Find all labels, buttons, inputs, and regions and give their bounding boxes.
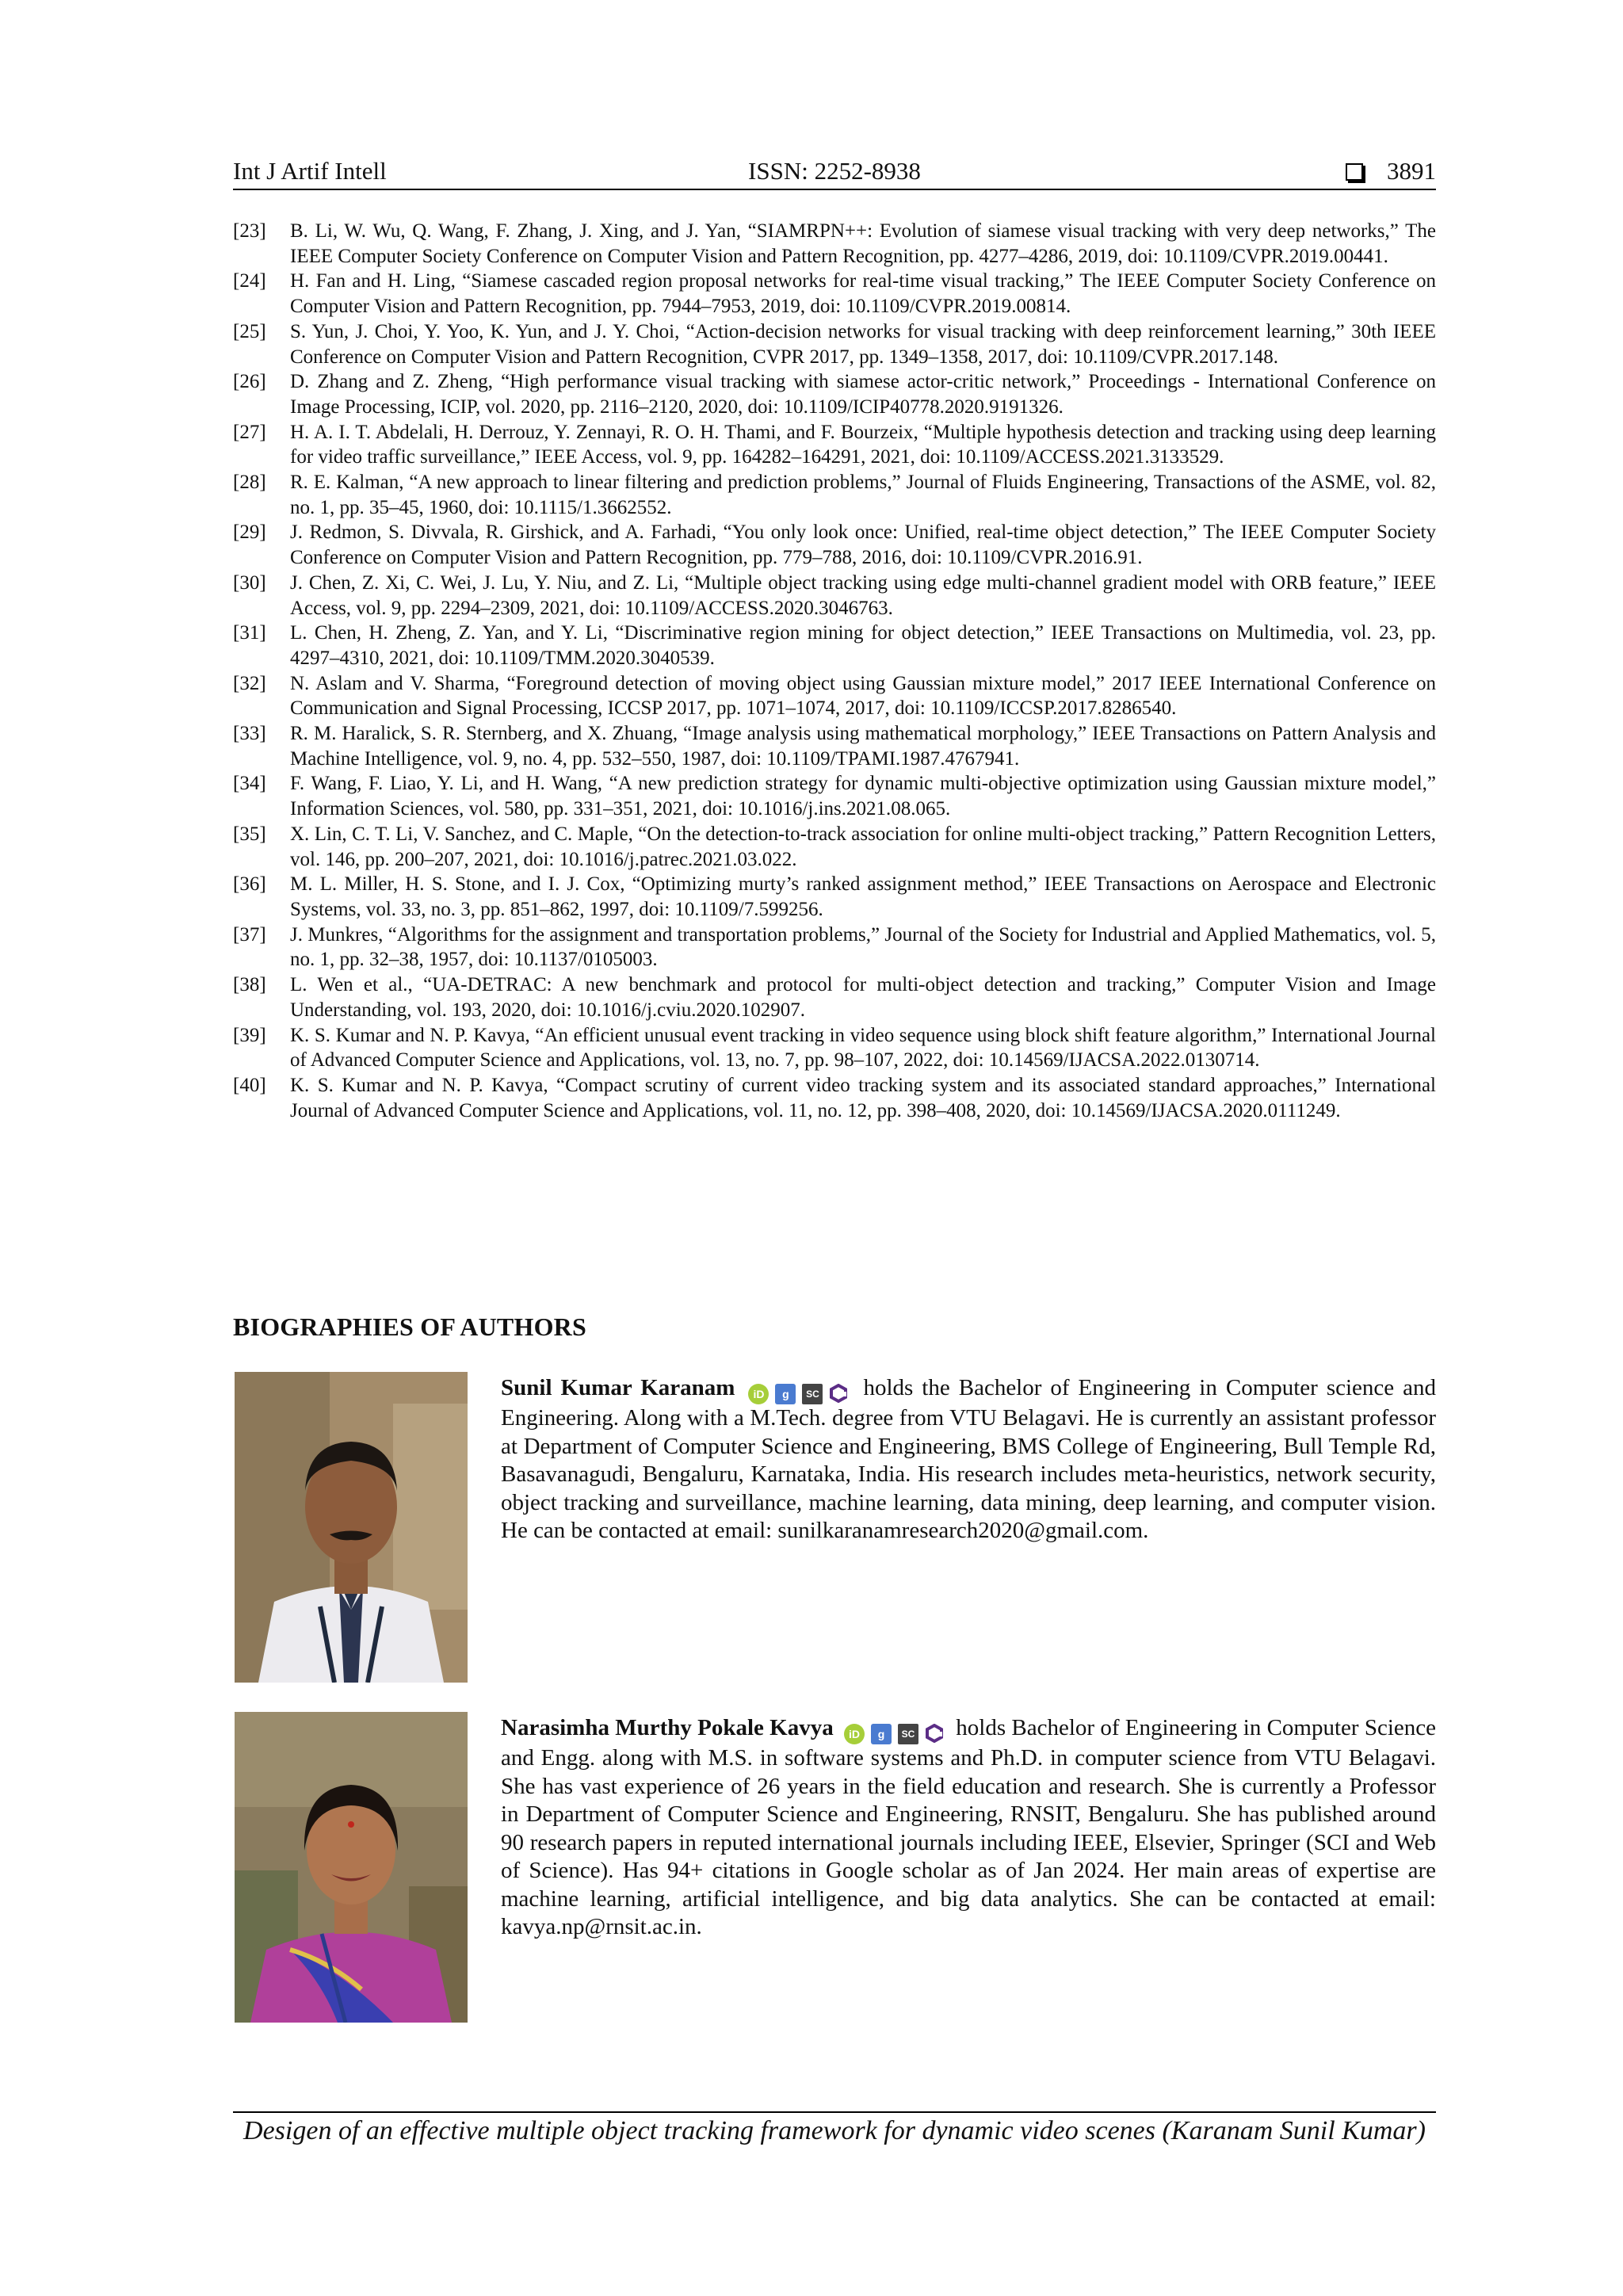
reference-item <box>233 1073 1436 1123</box>
author-portrait-image <box>235 1712 468 2023</box>
reference-list <box>233 219 1436 1123</box>
profile-icons <box>844 1724 944 1744</box>
reference-text: J. Redmon, S. Divvala, R. Girshick, and A. Farhadi, “You only look once: Unified, real-time object detection,” The IEEE Computer Society Conference on Computer Vision and Pattern Recognition, pp. 779–788, 2016, doi: 10.1109/CVPR.2016.91. <box>290 521 1436 569</box>
reference-text: D. Zhang and Z. Zheng, “High performance visual tracking with siamese actor-critic network,” Proceedings - International Conference on Image Processing, ICIP, vol. 2020, pp. 2116–2120, 2020, doi: 10.1109/ICIP40778.2020.9191326. <box>290 371 1436 418</box>
reference-number: [36] <box>233 873 266 896</box>
reference-number: [31] <box>233 622 266 644</box>
reference-text: B. Li, W. Wu, Q. Wang, F. Zhang, J. Xing, and J. Yan, “SIAMRPN++: Evolution of siamese visual tracking with very deep networks,” The IEEE Computer Society Conference on Computer Vision and Pattern Recognition, pp. 4277–4286, 2019, doi: 10.1109/CVPR.2019.00441. <box>290 220 1436 267</box>
web-of-science-icon[interactable] <box>829 1384 848 1403</box>
reference-number: [38] <box>233 974 266 996</box>
web-of-science-icon[interactable] <box>925 1724 944 1743</box>
reference-text: J. Chen, Z. Xi, C. Wei, J. Lu, Y. Niu, and Z. Li, “Multiple object tracking using edge multi-channel gradient model with ORB feature,” IEEE Access, vol. 9, pp. 2294–2309, 2021, doi: 10.1109/ACCESS.2020.3046763. <box>290 571 1436 619</box>
reference-item <box>233 771 1436 821</box>
author-bio-text: holds Bachelor of Engineering in Computer Science and Engg. along with M.S. in software systems and Ph.D. in computer science from VTU Belagavi. She has vast experience of 26 years in the field education and research. She is currently a Professor in Department of Computer Science and Engineering, RNSIT, Bengaluru. She has published around 90 research papers in reputed international journals including IEEE, Elsevier, Springer (SCI and Web of Science). Has 94+ citations in Google scholar as of Jan 2024. Her main areas of expertise are machine learning, artificial intelligence, and big data analytics. She can be contacted at email: kavya.np@rnsit.ac.in. <box>501 1715 1437 1939</box>
reference-number: [32] <box>233 672 266 694</box>
reference-text: R. M. Haralick, S. R. Sternberg, and X. Zhuang, “Image analysis using mathematical morphology,” IEEE Transactions on Pattern Analysis and Machine Intelligence, vol. 9, no. 4, pp. 532–550, 1987, doi: 10.1109/TPAMI.1987.4767941. <box>290 723 1436 770</box>
reference-text: F. Wang, F. Liao, Y. Li, and H. Wang, “A new prediction strategy for dynamic multi-objective optimization using Gaussian mixture model,” Information Sciences, vol. 580, pp. 331–351, 2021, doi: 10.1016/j.ins.2021.08.065. <box>290 773 1436 820</box>
page-footer: Desigen of an effective multiple object tracking framework for dynamic video scenes (Karanam Sunil Kumar) <box>233 2111 1436 2146</box>
reference-number: [26] <box>233 371 266 393</box>
reference-item <box>233 520 1436 570</box>
reference-text: L. Wen et al., “UA-DETRAC: A new benchmark and protocol for multi-object detection and tracking,” Computer Vision and Image Understanding, vol. 193, 2020, doi: 10.1016/j.cviu.2020.102907. <box>290 974 1436 1021</box>
author-name: Narasimha Murthy Pokale Kavya <box>501 1715 834 1740</box>
reference-item <box>233 721 1436 771</box>
author-photo <box>235 1372 468 1683</box>
page-header <box>233 155 1436 190</box>
box-icon <box>1346 163 1363 181</box>
reference-item <box>233 923 1436 972</box>
author-bio <box>501 1374 1436 1545</box>
reference-text: N. Aslam and V. Sharma, “Foreground detection of moving object using Gaussian mixture model,” 2017 IEEE International Conference on Communication and Signal Processing, ICCSP 2017, pp. 1071–1074, 2017, doi: 10.1109/ICCSP.2017.8286540. <box>290 672 1436 720</box>
reference-text: H. Fan and H. Ling, “Siamese cascaded region proposal networks for real-time visual tracking,” The IEEE Computer Society Conference on Computer Vision and Pattern Recognition, pp. 7944–7953, 2019, doi: 10.1109/CVPR.2019.00814. <box>290 270 1436 318</box>
reference-item <box>233 369 1436 419</box>
reference-text: H. A. I. T. Abdelali, H. Derrouz, Y. Zennayi, R. O. H. Thami, and F. Bourzeix, “Multiple hypothesis detection and tracking using deep learning for video traffic surveillance,” IEEE Access, vol. 9, pp. 164282–164291, 2021, doi: 10.1109/ACCESS.2021.3133529. <box>290 421 1436 468</box>
reference-number: [33] <box>233 723 266 745</box>
reference-text: K. S. Kumar and N. P. Kavya, “Compact scrutiny of current video tracking system and its associated standard approaches,” International Journal of Advanced Computer Science and Applications, vol. 11, no. 12, pp. 398–408, 2020, doi: 10.14569/IJACSA.2020.0111249. <box>290 1074 1436 1121</box>
reference-number: [29] <box>233 521 266 544</box>
author-photo <box>235 1712 468 2023</box>
journal-name: Int J Artif Intell <box>233 157 387 185</box>
reference-number: [24] <box>233 270 266 292</box>
google-scholar-icon[interactable]: g <box>871 1724 892 1744</box>
author-bio-text: holds the Bachelor of Engineering in Computer science and Engineering. Along with a M.Tech. degree from VTU Belagavi. He is currently an assistant professor at Department of Computer Science and Engineering, BMS College of Engineering, Bull Temple Rd, Basavanagudi, Bengaluru, Karnataka, India. His research includes meta-heuristics, network security, object tracking and surveillance, machine learning, data mining, deep learning, and computer vision. He can be contacted at email: sunilkaranamresearch2020@gmail.com. <box>501 1375 1437 1543</box>
scopus-icon[interactable]: SC <box>898 1724 918 1744</box>
reference-item <box>233 822 1436 872</box>
reference-number: [30] <box>233 571 266 594</box>
reference-item <box>233 571 1436 621</box>
issn: ISSN: 2252-8938 <box>748 157 921 185</box>
author-name: Sunil Kumar Karanam <box>501 1375 735 1400</box>
reference-item <box>233 219 1436 269</box>
reference-number: [39] <box>233 1024 266 1046</box>
reference-text: R. E. Kalman, “A new approach to linear filtering and prediction problems,” Journal of Fluids Engineering, Transactions of the ASME, vol. 82, no. 1, pp. 35–45, 1960, doi: 10.1115/1.3662552. <box>290 472 1436 518</box>
reference-item <box>233 420 1436 470</box>
author-bio <box>501 1714 1436 1942</box>
reference-number: [28] <box>233 472 266 494</box>
profile-icons <box>748 1384 848 1404</box>
reference-item <box>233 621 1436 670</box>
orcid-icon[interactable]: iD <box>748 1384 769 1404</box>
reference-text: J. Munkres, “Algorithms for the assignment and transportation problems,” Journal of the Society for Industrial and Applied Mathematics, vol. 5, no. 1, pp. 32–38, 1957, doi: 10.1137/0105003. <box>290 923 1436 971</box>
reference-number: [35] <box>233 823 266 845</box>
reference-item <box>233 319 1436 369</box>
page-number-group <box>1346 157 1436 185</box>
reference-item <box>233 269 1436 319</box>
author-portrait-image <box>235 1372 468 1683</box>
reference-text: M. L. Miller, H. S. Stone, and I. J. Cox, “Optimizing murty’s ranked assignment method,” IEEE Transactions on Aerospace and Electronic Systems, vol. 33, no. 3, pp. 851–862, 1997, doi: 10.1109/7.599256. <box>290 873 1436 920</box>
reference-text: K. S. Kumar and N. P. Kavya, “An efficient unusual event tracking in video sequence using block shift feature algorithm,” International Journal of Advanced Computer Science and Applications, vol. 13, no. 7, pp. 98–107, 2022, doi: 10.14569/IJACSA.2022.0130714. <box>290 1024 1436 1072</box>
biographies-heading: BIOGRAPHIES OF AUTHORS <box>233 1312 586 1341</box>
reference-number: [27] <box>233 421 266 443</box>
reference-text: S. Yun, J. Choi, Y. Yoo, K. Yun, and J. Y. Choi, “Action-decision networks for visual tracking with deep reinforcement learning,” 30th IEEE Conference on Computer Vision and Pattern Recognition, CVPR 2017, pp. 1349–1358, 2017, doi: 10.1109/CVPR.2017.148. <box>290 320 1436 368</box>
orcid-icon[interactable]: iD <box>844 1724 865 1744</box>
reference-text: X. Lin, C. T. Li, V. Sanchez, and C. Maple, “On the detection-to-track association for online multi-object tracking,” Pattern Recognition Letters, vol. 146, pp. 200–207, 2021, doi: 10.1016/j.patrec.2021.03.022. <box>290 823 1436 870</box>
page-number: 3891 <box>1387 157 1436 185</box>
scopus-icon[interactable]: SC <box>802 1384 823 1404</box>
reference-item <box>233 470 1436 520</box>
reference-item <box>233 972 1436 1022</box>
reference-number: [37] <box>233 923 266 946</box>
reference-number: [40] <box>233 1074 266 1096</box>
reference-number: [25] <box>233 320 266 342</box>
reference-text: L. Chen, H. Zheng, Z. Yan, and Y. Li, “Discriminative region mining for object detection,” IEEE Transactions on Multimedia, vol. 23, pp. 4297–4310, 2021, doi: 10.1109/TMM.2020.3040539. <box>290 622 1436 669</box>
reference-item <box>233 872 1436 922</box>
reference-item <box>233 671 1436 721</box>
reference-number: [23] <box>233 220 266 242</box>
reference-item <box>233 1023 1436 1073</box>
google-scholar-icon[interactable]: g <box>775 1384 796 1404</box>
reference-number: [34] <box>233 773 266 795</box>
